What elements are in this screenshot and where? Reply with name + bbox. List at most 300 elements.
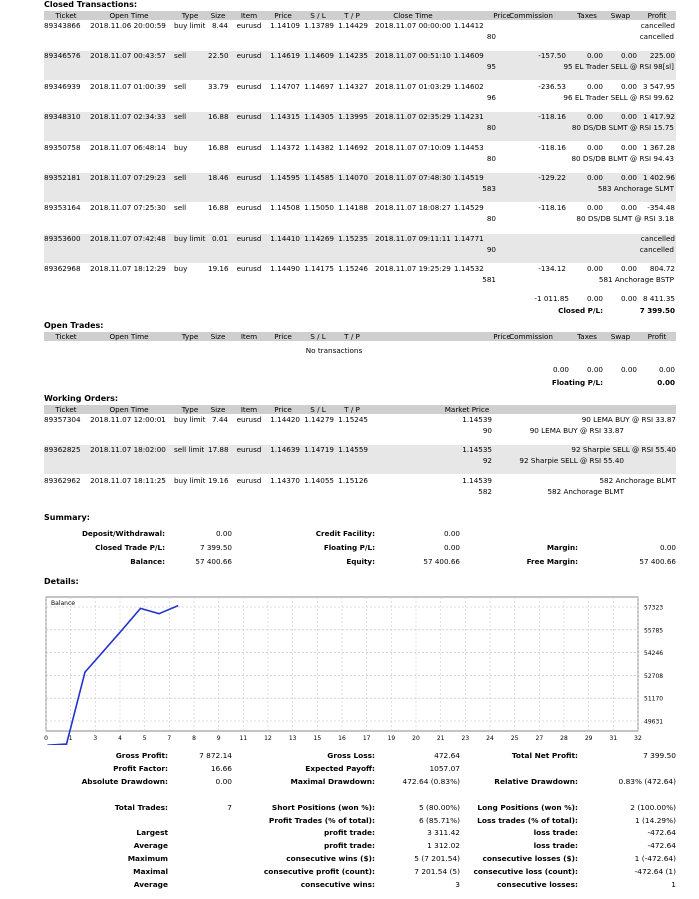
chart-y-tick: 52708 bbox=[644, 672, 664, 680]
chart-x-tick: 21 bbox=[436, 735, 445, 742]
stat-value-2: 472.64 bbox=[434, 751, 460, 760]
closed-open: 2018.11.07 06:48:14 bbox=[90, 142, 166, 152]
closed-sub-magic: 80 bbox=[486, 214, 496, 224]
closed-sl: 1.15050 bbox=[304, 203, 334, 213]
table-row bbox=[44, 203, 676, 232]
closed-sub-comment: 583 Anchorage SLMT bbox=[597, 184, 674, 193]
table-row bbox=[44, 415, 676, 444]
closed-price: 1.14619 bbox=[270, 51, 300, 61]
closed-comm: -129.22 bbox=[538, 173, 566, 182]
closed-sub-magic: 80 bbox=[486, 123, 496, 133]
closed-cprice: 1.14602 bbox=[454, 81, 484, 91]
closed-sub-comment: cancelled bbox=[639, 244, 674, 254]
working-sl: 1.14279 bbox=[304, 415, 334, 424]
closed-size: 19.16 bbox=[208, 264, 229, 274]
stat-label-1: Profit Factor: bbox=[113, 763, 168, 773]
closed-swap: 0.00 bbox=[620, 81, 637, 91]
closed-tp: 1.14070 bbox=[338, 173, 368, 182]
closed-taxes: 0.00 bbox=[586, 173, 603, 182]
open-header bbox=[44, 332, 676, 341]
closed-close: 2018.11.07 18:08:27 bbox=[375, 203, 451, 213]
closed-ticket: 89346576 bbox=[44, 51, 81, 61]
details-title: Details: bbox=[44, 577, 79, 586]
working-col-7: T / P bbox=[344, 405, 360, 414]
closed-sl: 1.14585 bbox=[304, 173, 334, 182]
closed-total-commission: -1 011.85 bbox=[534, 294, 569, 303]
closed-profit: 1 402.96 bbox=[642, 173, 675, 182]
stat-label-3: consecutive losses ($): bbox=[482, 854, 578, 864]
balance-point bbox=[103, 650, 105, 652]
stat-value-2: 1 312.02 bbox=[427, 841, 460, 851]
table-row bbox=[44, 143, 676, 172]
balance-label: Balance: bbox=[130, 557, 165, 566]
closed-ticket: 89346939 bbox=[44, 81, 81, 91]
closed-type: sell bbox=[174, 51, 187, 61]
stat-value-1: 16.66 bbox=[210, 763, 232, 773]
working-size: 19.16 bbox=[208, 475, 229, 485]
margin-label: Margin: bbox=[546, 543, 578, 552]
closed-comm: -157.50 bbox=[538, 51, 566, 61]
chart-y-tick: 55785 bbox=[644, 627, 664, 635]
closed-col-4: Item bbox=[240, 11, 258, 20]
stat-label-2: consecutive wins ($): bbox=[286, 854, 375, 864]
closed-cprice: 1.14231 bbox=[454, 112, 484, 122]
closed-comm: -118.16 bbox=[538, 112, 566, 122]
stat-label-1: Absolute Drawdown: bbox=[81, 776, 168, 786]
closed-profit: cancelled bbox=[640, 21, 675, 30]
working-sub-comment: 90 LEMA BUY @ RSI 33.87 bbox=[529, 426, 624, 435]
stat-label-3: consecutive loss (count): bbox=[473, 867, 578, 877]
chart-y-tick: 57323 bbox=[644, 604, 664, 612]
open-total-swap: 0.00 bbox=[620, 365, 637, 374]
working-sub-magic: 582 bbox=[478, 486, 492, 496]
chart-x-tick: 8 bbox=[192, 735, 196, 742]
open-col-11: Swap bbox=[610, 332, 631, 341]
closed-col-8: Close Time bbox=[393, 11, 433, 20]
open-col-2: Type bbox=[181, 332, 199, 341]
closed-ticket: 89343866 bbox=[44, 21, 81, 30]
closed-cprice: 1.14771 bbox=[454, 233, 484, 243]
summary-floating-label: Floating P/L: bbox=[323, 543, 375, 552]
working-col-0: Ticket bbox=[55, 405, 77, 414]
closed-taxes: 0.00 bbox=[586, 81, 603, 91]
chart-x-tick: 19 bbox=[387, 735, 396, 742]
working-price: 1.14420 bbox=[270, 415, 300, 424]
stat-label-1: Average bbox=[133, 841, 168, 851]
chart-legend: Balance bbox=[51, 600, 75, 607]
closed-profit: cancelled bbox=[640, 233, 675, 243]
closed-type: buy bbox=[174, 264, 188, 274]
closed-close: 2018.11.07 19:25:29 bbox=[375, 264, 451, 274]
closed-cprice: 1.14412 bbox=[454, 21, 484, 30]
stat-value-2: 3 bbox=[455, 880, 460, 889]
chart-x-tick: 13 bbox=[288, 735, 297, 742]
chart-x-tick: 9 bbox=[216, 735, 221, 742]
chart-x-tick: 1 bbox=[68, 735, 73, 742]
closed-total-swap: 0.00 bbox=[620, 294, 637, 303]
chart-x-tick: 16 bbox=[338, 735, 346, 742]
balance-point bbox=[158, 613, 160, 615]
floating-pl-value: 0.00 bbox=[657, 378, 675, 387]
closed-close: 2018.11.07 02:35:29 bbox=[375, 112, 451, 122]
balance-point bbox=[177, 605, 179, 607]
chart-x-tick: 5 bbox=[142, 735, 147, 742]
stat-label-1: Maximum bbox=[127, 854, 168, 864]
working-tp: 1.15245 bbox=[338, 415, 368, 424]
working-sub-comment: 92 Sharpie SELL @ RSI 55.40 bbox=[519, 456, 624, 466]
closed-price: 1.14315 bbox=[270, 112, 300, 122]
closed-open: 2018.11.06 20:00:59 bbox=[90, 21, 166, 30]
working-title: Working Orders: bbox=[44, 394, 119, 403]
closed-comm: -236.53 bbox=[538, 81, 566, 91]
closed-item: eurusd bbox=[236, 203, 262, 213]
working-market: 1.14535 bbox=[462, 445, 492, 455]
open-total-profit: 0.00 bbox=[658, 365, 675, 374]
closed-col-6: S / L bbox=[310, 11, 326, 20]
closed-size: 16.88 bbox=[208, 203, 229, 213]
table-row bbox=[44, 112, 676, 141]
closed-sl: 1.14269 bbox=[304, 233, 334, 243]
working-type: buy limit bbox=[174, 415, 206, 424]
stat-label-1: Total Trades: bbox=[114, 802, 168, 812]
open-empty-text: No transactions bbox=[305, 346, 363, 355]
closed-size: 18.46 bbox=[208, 173, 229, 182]
table-row bbox=[44, 51, 676, 80]
working-size: 17.88 bbox=[208, 445, 229, 455]
stat-label-3: Relative Drawdown: bbox=[494, 776, 578, 786]
closed-ticket: 89353600 bbox=[44, 233, 81, 243]
balance-point bbox=[121, 629, 123, 631]
closed-type: sell bbox=[174, 81, 187, 91]
closed-col-10: Commission bbox=[509, 11, 553, 20]
closed-swap: 0.00 bbox=[620, 173, 637, 182]
closed-sl: 1.14609 bbox=[304, 51, 334, 61]
closed-profit: 3 547.95 bbox=[642, 81, 675, 91]
working-sub-comment: 582 Anchorage BLMT bbox=[547, 486, 624, 496]
chart-x-tick: 0 bbox=[44, 735, 48, 742]
closed-swap: 0.00 bbox=[620, 51, 637, 61]
closed-pl-value: 7 399.50 bbox=[639, 306, 675, 315]
closed-cprice: 1.14529 bbox=[454, 203, 484, 213]
closed-taxes: 0.00 bbox=[586, 264, 603, 274]
stat-value-3: -472.64 bbox=[647, 828, 676, 838]
closed-sub-comment: 581 Anchorage BSTP bbox=[598, 275, 674, 285]
open-total-taxes: 0.00 bbox=[586, 365, 603, 374]
open-col-12: Profit bbox=[647, 332, 667, 341]
stat-value-3: 0.83% (472.64) bbox=[618, 776, 676, 786]
stat-label-3: loss trade: bbox=[533, 841, 578, 851]
table-row bbox=[44, 82, 676, 111]
margin-value: 0.00 bbox=[659, 543, 676, 552]
closed-ticket: 89352181 bbox=[44, 173, 81, 182]
chart-x-tick: 7 bbox=[167, 735, 172, 742]
summary-floating-value: 0.00 bbox=[443, 543, 460, 552]
closed-tp: 1.14327 bbox=[338, 81, 368, 91]
closed-sub-magic: 581 bbox=[482, 275, 496, 285]
closed-sl: 1.14305 bbox=[304, 112, 334, 122]
closed-comm: -118.16 bbox=[538, 203, 566, 213]
chart-x-tick: 27 bbox=[535, 735, 544, 742]
closed-ticket: 89348310 bbox=[44, 112, 81, 122]
working-col-6: S / L bbox=[310, 405, 326, 414]
chart-x-tick: 11 bbox=[239, 735, 248, 742]
closed-price: 1.14372 bbox=[270, 142, 300, 152]
stat-value-3: -472.64 (1) bbox=[634, 867, 676, 877]
stat-value-3: 7 399.50 bbox=[643, 751, 676, 760]
closed-item: eurusd bbox=[236, 21, 262, 30]
closed-profit: 1 417.92 bbox=[642, 112, 675, 122]
closed-open: 2018.11.07 18:12:29 bbox=[90, 264, 166, 274]
closed-profit: 225.00 bbox=[649, 51, 675, 61]
closed-close: 2018.11.07 00:51:10 bbox=[375, 51, 451, 61]
working-col-3: Size bbox=[210, 405, 226, 414]
chart-y-tick: 51170 bbox=[644, 695, 664, 703]
stat-value-2: 6 (85.71%) bbox=[419, 815, 460, 825]
stat-value-3: -472.64 bbox=[647, 841, 676, 851]
balance-point bbox=[66, 743, 68, 745]
stat-label-2: Short Positions (won %): bbox=[271, 802, 375, 812]
stat-label-3: consecutive losses: bbox=[496, 880, 578, 889]
chart-x-tick: 3 bbox=[93, 735, 98, 742]
closed-type: sell bbox=[174, 112, 187, 122]
working-comment: 90 LEMA BUY @ RSI 33.87 bbox=[581, 415, 676, 424]
closed-sl: 1.14697 bbox=[304, 81, 334, 91]
summary-title: Summary: bbox=[44, 513, 90, 522]
chart-x-tick: 12 bbox=[264, 735, 272, 742]
working-size: 7.44 bbox=[211, 415, 228, 424]
table-row bbox=[44, 234, 676, 263]
balance-point bbox=[84, 671, 86, 673]
open-col-1: Open Time bbox=[109, 332, 149, 341]
closed-sub-comment: 95 EL Trader SELL @ RSI 98[sl] bbox=[563, 62, 674, 72]
working-col-2: Type bbox=[181, 405, 199, 414]
closed-size: 22.50 bbox=[208, 51, 229, 61]
closed-item: eurusd bbox=[236, 142, 262, 152]
closed-taxes: 0.00 bbox=[586, 112, 603, 122]
working-price: 1.14370 bbox=[270, 475, 300, 485]
chart-y-tick: 49631 bbox=[644, 718, 664, 726]
working-tp: 1.15126 bbox=[338, 475, 368, 485]
open-col-6: S / L bbox=[310, 332, 326, 341]
closed-size: 16.88 bbox=[208, 142, 229, 152]
closed-price: 1.14410 bbox=[270, 233, 300, 243]
table-row bbox=[44, 21, 676, 50]
closed-pl-label: Closed P/L: bbox=[558, 306, 603, 315]
closed-open: 2018.11.07 07:42:48 bbox=[90, 233, 166, 243]
deposit-value: 0.00 bbox=[215, 529, 232, 538]
equity-value: 57 400.66 bbox=[423, 557, 460, 566]
stat-label-1: Largest bbox=[136, 828, 168, 838]
closed-type: sell bbox=[174, 173, 187, 182]
closed-profit: 804.72 bbox=[649, 264, 675, 274]
stat-label-1: Gross Profit: bbox=[115, 751, 168, 760]
closed-tp: 1.15235 bbox=[338, 233, 368, 243]
closed-open: 2018.11.07 07:29:23 bbox=[90, 173, 166, 182]
stat-label-1: Average bbox=[133, 880, 168, 889]
closed-cprice: 1.14453 bbox=[454, 142, 484, 152]
working-comment: 582 Anchorage BLMT bbox=[599, 475, 676, 485]
closed-item: eurusd bbox=[236, 233, 262, 243]
closed-type: buy limit bbox=[174, 233, 206, 243]
stat-label-1: Maximal bbox=[133, 867, 168, 877]
working-type: buy limit bbox=[174, 475, 206, 485]
open-total-commission: 0.00 bbox=[552, 365, 569, 374]
chart-x-tick: 17 bbox=[362, 735, 371, 742]
stat-value-3: 1 (-472.64) bbox=[634, 854, 676, 864]
closed-sub-magic: 96 bbox=[486, 92, 496, 102]
closed-sub-magic: 90 bbox=[486, 244, 496, 254]
stat-value-2: 7 201.54 (5) bbox=[414, 867, 460, 877]
chart-x-tick: 32 bbox=[634, 735, 642, 742]
closed-trade-pl-label: Closed Trade P/L: bbox=[95, 543, 165, 552]
closed-taxes: 0.00 bbox=[586, 203, 603, 213]
credit-value: 0.00 bbox=[443, 529, 460, 538]
working-ticket: 89362825 bbox=[44, 445, 81, 455]
closed-price: 1.14595 bbox=[270, 173, 300, 182]
closed-swap: 0.00 bbox=[620, 264, 637, 274]
stat-label-2: Gross Loss: bbox=[327, 751, 375, 760]
open-col-5: Price bbox=[274, 332, 292, 341]
closed-item: eurusd bbox=[236, 173, 262, 182]
working-tp: 1.14559 bbox=[338, 445, 368, 455]
closed-type: buy limit bbox=[174, 21, 206, 30]
closed-open: 2018.11.07 02:34:33 bbox=[90, 112, 166, 122]
closed-col-0: Ticket bbox=[55, 11, 77, 20]
stat-value-1: 7 bbox=[227, 802, 232, 812]
stat-label-3: Loss trades (% of total): bbox=[477, 815, 578, 825]
deposit-label: Deposit/Withdrawal: bbox=[81, 529, 165, 538]
chart-y-tick: 54246 bbox=[644, 650, 664, 658]
closed-total-taxes: 0.00 bbox=[586, 294, 603, 303]
working-col-4: Item bbox=[240, 405, 258, 414]
closed-tp: 1.14429 bbox=[338, 21, 368, 30]
working-item: eurusd bbox=[236, 415, 262, 424]
working-open: 2018.11.07 18:11:25 bbox=[90, 475, 166, 485]
balance-chart bbox=[44, 595, 676, 745]
closed-sub-comment: 80 DS/DB SLMT @ RSI 15.75 bbox=[571, 123, 674, 133]
chart-x-tick: 28 bbox=[560, 735, 568, 742]
closed-col-13: Profit bbox=[647, 11, 667, 20]
balance-value: 57 400.66 bbox=[195, 557, 232, 566]
chart-x-tick: 20 bbox=[412, 735, 420, 742]
closed-col-1: Open Time bbox=[109, 11, 149, 20]
working-item: eurusd bbox=[236, 475, 262, 485]
working-market: 1.14539 bbox=[462, 415, 492, 424]
stat-label-3: loss trade: bbox=[533, 828, 578, 838]
working-type: sell limit bbox=[174, 445, 205, 455]
working-col-1: Open Time bbox=[109, 405, 149, 414]
closed-ticket: 89350758 bbox=[44, 142, 81, 152]
working-sl: 1.14055 bbox=[304, 475, 334, 485]
stat-value-2: 5 (7 201.54) bbox=[414, 854, 460, 864]
closed-col-3: Size bbox=[210, 11, 226, 20]
closed-cprice: 1.14532 bbox=[454, 264, 484, 274]
closed-sub-magic: 80 bbox=[486, 32, 496, 41]
credit-label: Credit Facility: bbox=[315, 529, 375, 538]
closed-cprice: 1.14519 bbox=[454, 173, 484, 182]
closed-price: 1.14508 bbox=[270, 203, 300, 213]
closed-swap: 0.00 bbox=[620, 142, 637, 152]
closed-open: 2018.11.07 01:00:39 bbox=[90, 81, 166, 91]
closed-item: eurusd bbox=[236, 51, 262, 61]
closed-open: 2018.11.07 00:43:57 bbox=[90, 51, 166, 61]
chart-x-tick: 29 bbox=[584, 735, 593, 742]
closed-ticket: 89362968 bbox=[44, 264, 81, 274]
closed-price: 1.14109 bbox=[270, 21, 300, 30]
closed-col-12: Swap bbox=[610, 11, 631, 20]
closed-col-5: Price bbox=[274, 11, 292, 20]
table-row bbox=[44, 173, 676, 202]
open-col-0: Ticket bbox=[55, 332, 77, 341]
working-col-5: Price bbox=[274, 405, 292, 414]
closed-type: sell bbox=[174, 203, 187, 213]
chart-x-tick: 15 bbox=[313, 735, 322, 742]
closed-close: 2018.11.07 00:00:00 bbox=[375, 21, 451, 30]
working-col-8: Market Price bbox=[444, 405, 490, 414]
closed-comm: -134.12 bbox=[538, 264, 566, 274]
stat-label-2: consecutive wins: bbox=[300, 880, 375, 889]
stat-value-1: 7 872.14 bbox=[199, 751, 232, 760]
closed-size: 33.79 bbox=[208, 81, 229, 91]
stat-label-2: Expected Payoff: bbox=[305, 763, 375, 773]
working-open: 2018.11.07 18:02:00 bbox=[90, 445, 166, 455]
closed-taxes: 0.00 bbox=[586, 51, 603, 61]
closed-sub-magic: 95 bbox=[486, 62, 496, 72]
closed-title: Closed Transactions: bbox=[44, 0, 138, 9]
closed-col-7: T / P bbox=[344, 11, 360, 20]
table-row bbox=[44, 264, 676, 293]
working-sub-magic: 92 bbox=[482, 456, 492, 466]
closed-tp: 1.14188 bbox=[338, 203, 368, 213]
open-col-9: Commission bbox=[509, 332, 553, 341]
working-sub-magic: 90 bbox=[482, 426, 492, 435]
stat-value-2: 5 (80.00%) bbox=[419, 802, 460, 812]
stat-label-2: consecutive profit (count): bbox=[263, 867, 375, 877]
closed-col-2: Type bbox=[181, 11, 199, 20]
closed-sub-magic: 583 bbox=[482, 184, 496, 193]
open-title: Open Trades: bbox=[44, 321, 104, 330]
stat-label-3: Total Net Profit: bbox=[511, 751, 578, 760]
stat-value-1: 0.00 bbox=[215, 776, 232, 786]
working-price: 1.14639 bbox=[270, 445, 300, 455]
chart-x-tick: 25 bbox=[510, 735, 519, 742]
table-row bbox=[44, 445, 676, 474]
stat-value-2: 3 311.42 bbox=[427, 828, 460, 838]
closed-col-11: Taxes bbox=[577, 11, 597, 20]
stat-value-2: 1057.07 bbox=[429, 763, 460, 773]
closed-total-profit: 8 411.35 bbox=[642, 294, 675, 303]
stat-value-2: 472.64 (0.83%) bbox=[402, 776, 460, 786]
table-row bbox=[44, 476, 676, 505]
closed-tp: 1.15246 bbox=[338, 264, 368, 274]
closed-item: eurusd bbox=[236, 264, 262, 274]
closed-trade-pl-value: 7 399.50 bbox=[199, 543, 232, 552]
closed-sub-comment: 96 EL Trader SELL @ RSI 99.62 bbox=[563, 92, 674, 102]
stat-label-2: Profit Trades (% of total): bbox=[268, 815, 375, 825]
chart-x-tick: 4 bbox=[118, 735, 122, 742]
closed-sl: 1.13789 bbox=[304, 21, 334, 30]
closed-sub-comment: cancelled bbox=[639, 32, 674, 41]
stat-value-3: 2 (100.00%) bbox=[630, 802, 676, 812]
stat-value-3: 1 bbox=[671, 880, 676, 889]
closed-size: 8.44 bbox=[211, 21, 228, 30]
closed-close: 2018.11.07 07:48:30 bbox=[375, 173, 451, 182]
closed-profit: 1 367.28 bbox=[642, 142, 675, 152]
closed-cprice: 1.14609 bbox=[454, 51, 484, 61]
closed-close: 2018.11.07 01:03:29 bbox=[375, 81, 451, 91]
chart-x-tick: 31 bbox=[609, 735, 618, 742]
working-market: 1.14539 bbox=[462, 475, 492, 485]
